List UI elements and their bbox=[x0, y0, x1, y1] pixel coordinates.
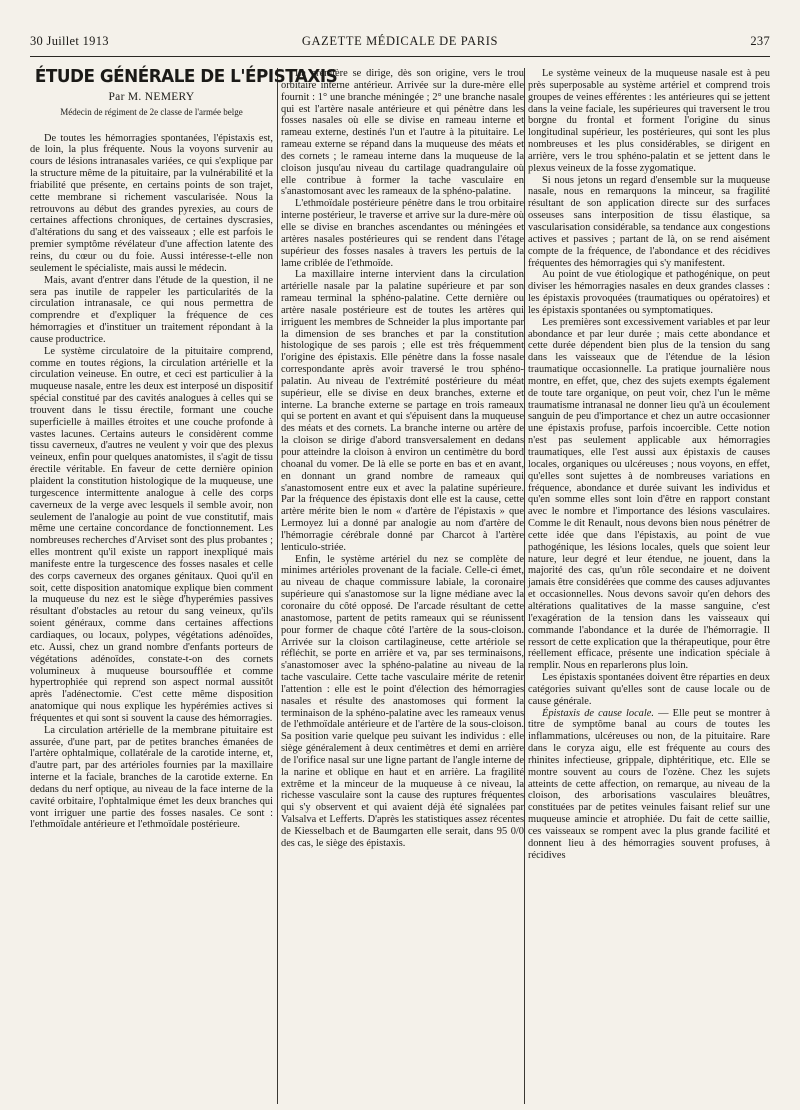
paragraph: Enfin, le système artériel du nez se complète de minimes artérioles provenant de la faciale. Celle-ci émet, au niveau de chaque commissure labiale, la coronaire supérieure qui s'anastomose sur la ligne médiane avec la coronaire du côté opposé. De l'arcade résultant de cette anastomose, partent de petits rameaux qui se réunissent pour former de chaque côté l'artère de la sous-cloison. Arrivée sur la cloison cartilagineuse, cette artériole se réfléchit, se porte en arrière et va, par ses terminaisons, s'anastomoser avec la sphéno-palatine au niveau de la tache vasculaire. Cette tache vasculaire mérite de retenir l'attention : elle est le point d'élection des hémorragies nasales et résulte des anastomoses qui forment la terminaison de la sphéno-palatine avec les rameaux venus de l'ethmoïdale antérieure et de l'artère de la sous-cloison. Sa position varie quelque peu suivant les individus : elle siège généralement à deux centimètres et demi en arrière de l'orifice nasal sur une ligne partant de l'angle interne de la narine et oblique en haut et en arrière. La fragilité extrême et la minceur de la muqueuse à ce niveau, la richesse vasculaire sont la cause des ruptures fréquentes qui s'y observent et qui avaient déjà été signalées par Valsalva et Lefferts. D'après les statistiques assez récentes de Kiesselbach et de Baumgarten elle serait, dans 95 0/0 des cas, le siège des épistaxis. bbox=[281, 553, 524, 849]
running-header bbox=[30, 34, 770, 54]
column-2 bbox=[281, 68, 524, 1104]
paragraph: Le système veineux de la muqueuse nasale est à peu près superposable au système artériel et comprend trois groupes de veines efférentes : les antérieures qui se jettent dans la veine faciale, les supérieures qui traversent le trou borgne du frontal et forment l'origine du sinus longitudinal supérieur, les postérieures, qui sont les plus nombreuses et les plus considérables, se dirigent en arrière, vers le trou sphéno-palatin et se jettent dans le plexus veineux de la fosse zygomatique. bbox=[528, 68, 770, 174]
paragraph: Si nous jetons un regard d'ensemble sur la muqueuse nasale, nous en remarquons la minceur, sa fragilité résultant de son application directe sur des surfaces osseuses sans interposition de tissu élastique, sa vascularisation considérable, sa tendance aux congestions actives et passives ; partant de là, on se rend aisément compte de la fréquence, de l'abondance et des récidives fréquentes des hémorragies qui s'y manifestent. bbox=[528, 174, 770, 269]
column-divider-2 bbox=[524, 68, 525, 1104]
column-divider-1 bbox=[277, 68, 278, 1104]
paragraph: Le système circulatoire de la pituitaire comprend, comme en toutes régions, la circulation artérielle et la circulation veineuse. En outre, et ceci est particulier à la muqueuse nasale, entre les deux est interposé un dispositif spécial constitué par des cavités analogues à celles qui se trouvent dans le tissu érectile, formant une couche superficielle à mailles étroites et une couche profonde à vastes lacunes. Certains auteurs le considèrent comme tissu caverneux, d'autres ne veulent y voir que des plexus veineux, enfin pour quelques anatomistes, il s'agit de tissu érectile véritable. En faveur de cette dernière opinion plaident la constitution histologique de la muqueuse, une turgescence intermittente analogue à celle des corps caverneux de la verge avec lesquels il semble avoir, non seulement de l'analogie au point de vue constitutif, mais même une certaine concordance de fonctionnement. Les nombreuses recherches d'Arviset sont des plus probantes ; elles montrent qu'il existe un rapport inexpliqué mais manifeste entre la turgescence des fosses nasales et celle des corps caverneux des organes génitaux. Quoi qu'il en soit, cette disposition anatomique explique bien comment la muqueuse du nez est le siège d'hyperémies passives résultant d'obstacles au retour du sang veineux, qu'ils soient généraux, comme dans certaines affections cardiaques, ou locaux, polypes, végétations adénoïdes, etc. Aussi, chez un grand nombre d'enfants porteurs de végétations adénoïdes, constate-t-on des cornets volumineux à muqueuse boursoufflée et comme hypertrophiée qui reprend son aspect normal aussitôt après l'adénectomie. C'est cette même disposition anatomique qui nous explique les hypérémies actives si fréquentes et qui sont si souvent la cause des hémorragies. bbox=[30, 345, 273, 724]
subsection-text: — Elle peut se montrer à titre de symptôme banal au cours de toutes les inflammations, ulcéreuses ou non, de la pituitaire. Rare dans le coryza aigu, elle est fréquente au cours des rhinites infectieuse, grippale, diphtéritique, etc. Elle se montre souvent au cours de l'ozène. Chez les sujets atteints de cette affection, on remarque, au niveau de la cloison, des arborisations vasculaires bleuâtres, constituées par de petites veinules faisant relief sur une muqueuse amincie et atrophiée. Du fait de cette saillie, ces vaisseaux se rompent avec la plus grande facilité et donnent lieu à des hémorragies souvent profuses, à récidives bbox=[528, 707, 771, 861]
paragraph: Au point de vue étiologique et pathogénique, on peut diviser les hémorragies nasales en deux grandes classes : les épistaxis provoquées (traumatiques ou opératoires) et les épistaxis spontanées ou symptomatiques. bbox=[528, 269, 770, 316]
paragraph: L'ethmoïdale postérieure pénètre dans le trou orbitaire interne postérieur, le traverse et arrive sur la dure-mère où elle se divise en branches ascendantes ou méningées et artères nasales postérieures qui se rendent dans l'étage supérieur des fosses nasales à travers les pertuis de la lame criblée de l'ethmoïde. bbox=[281, 198, 524, 269]
author-affiliation: Médecin de régiment de 2e classe de l'armée belge bbox=[60, 106, 243, 117]
paragraph: Mais, avant d'entrer dans l'étude de la question, il ne sera pas inutile de rappeler les particularités de la circulation intranasale, ce qui nous permettra de comprendre et d'expliquer la fréquence de ces hémorragies et d'instituer un traitement répondant à la cause productrice. bbox=[30, 274, 273, 345]
subsection-paragraph bbox=[528, 708, 770, 862]
column-1 bbox=[30, 67, 338, 1104]
article-title: ÉTUDE GÉNÉRALE DE L'ÉPISTAXIS bbox=[34, 67, 338, 87]
article-author: Par M. NEMERY bbox=[108, 90, 195, 103]
page-number: 237 bbox=[750, 34, 770, 48]
issue-date: 30 Juillet 1913 bbox=[30, 34, 109, 48]
paragraph: La première se dirige, dès son origine, vers le trou orbitaire interne antérieur. Arrivée sur la dure-mère elle fournit : 1° une branche méningée ; 2° une branche nasale qui est l'artère nasale antérieure et qui pénètre dans les fosses nasales où elle se divise en rameau interne et rameau externe, destinés l'un et l'autre à la pituitaire. Le rameau externe se répand dans la muqueuse des méats et des cornets ; le rameau interne dans la muqueuse de la cloison jusqu'au niveau du cartilage quadrangulaire où elle contribue à former la tache vasculaire en s'anastomosant avec les rameaux de la sphéno-palatine. bbox=[281, 68, 524, 198]
journal-name: GAZETTE MÉDICALE DE PARIS bbox=[301, 34, 499, 48]
paragraph: La circulation artérielle de la membrane pituitaire est assurée, d'une part, par de petites branches émanées de l'artère ophtalmique, collatérale de la carotide interne, et, d'autre part, par des artérioles fournies par la maxillaire interne et la faciale, branches de la carotide externe. En dedans du nerf optique, au niveau de la face interne de la cavité orbitaire, l'ophtalmique émet les deux branches qui vont irriguer une partie des fosses nasales. Ce sont : l'ethmoïdale antérieure et l'ethmoïdale postérieure. bbox=[30, 724, 273, 831]
paragraph: Les premières sont excessivement variables et par leur abondance et par leur durée ; mais cette abondance et cette durée dépendent bien plus de la tension du sang dans les vaisseaux que de l'étendue de la lésion traumatique occasionnelle. La pratique journalière nous montre, en effet, que, chez des sujets exempts également de toute tare organique, on peut voir, chez l'un le même traumatisme intranasal ne donner lieu qu'à un écoulement sanguin de peu d'importance et chez un autre occasionner une épistaxis profuse, parfois incoercible. Cette notion n'est pas seulement applicable aux hémorragies traumatiques, elle l'est aussi aux épistaxis de causes locales, organiques ou ulcéreuses ; nous voyons, en effet, qu'elles sont sujettes à de nombreuses variations en fréquence, abondance et durée suivant les individus et qu'en somme elles sont loin d'être en rapport constant avec le nombre et l'importance des lésions vasculaires. Comme le dit Renault, nous devons bien nous pénétrer de cette idée que dans l'épistaxis, au point de vue pathogénique, les lésions locales, quels que soient leur nature, leur degré et leur étendue, ne jouent, dans la majorité des cas, qu'un rôle secondaire et ne doivent jamais être considérées que comme des causes adjuvantes et occasionnelles. Nous devons savoir qu'en dehors des altérations qualitatives de la masse sanguine, c'est l'exagération de la tension dans les vaisseaux qui commande l'abondance et la durée de l'hémorragie. Il ressort de cette explication que la thérapeutique, pour être réellement efficace, présente une indication spéciale à remplir. Nous en reparlerons plus loin. bbox=[528, 316, 770, 672]
paragraph: La maxillaire interne intervient dans la circulation artérielle nasale par la palatine supérieure et par son rameau terminal la sphéno-palatine. Cette dernière ou artère nasale postérieure est de toutes les artères qui irriguent les membres de Schneider la plus importante par la dimension de ses branches et par la constitution histologique de ses parois ; elle est très fréquemment l'origine des épistaxis. Elle pénètre dans la fosse nasale correspondante après avoir traversé le trou sphéno-palatin. Au niveau de l'extrémité postérieure du méat supérieur, elle se divise en deux branches, externe et interne. La branche externe se partage en trois rameaux qui se portent en avant et qui s'épuisent dans la muqueuse des méats et des cornets. La branche interne ou artère de la cloison se dirige d'abord transversalement en dedans pour atteindre la cloison à environ un centimètre du bord choanal du vomer. De là elle se porte en bas et en avant, en donnant un grand nombre de rameaux qui s'anastomosent entre eux et avec la palatine supérieure. Par la fréquence des épistaxis dont elle est la cause, cette artère mérite bien le nom « d'artère de l'épistaxis » que Lermoyez lui a donné par analogie au nom d'artère de l'hémorragie cérébrale donné par Charcot à l'artère lenticulo-striée. bbox=[281, 269, 524, 553]
column-3 bbox=[528, 68, 770, 1104]
paragraph: Les épistaxis spontanées doivent être réparties en deux catégories suivant qu'elles sont de cause locale ou de cause générale. bbox=[528, 672, 770, 707]
paragraph: De toutes les hémorragies spontanées, l'épistaxis est, de loin, la plus fréquente. Nous la voyons survenir au cours de lésions intranasales variées, ce qui s'explique par la structure même de la pituitaire, par la vulnérabilité et la friabilité que présente, en certains points de son trajet, cette membrane si richement vascularisée. Nous la retrouvons au début des grandes pyrexies, au cours de certaines affections chroniques, de certaines dyscrasies, d'altérations du sang et des vaisseaux ; elle est parfois le premier symptôme révélateur d'une affection latente des reins, du cœur ou du foie. Aussi intéresse-t-elle non seulement le spécialiste, mais aussi le médecin. bbox=[30, 132, 273, 274]
subsection-heading: Épistaxis de cause locale. bbox=[542, 707, 654, 719]
header-rule bbox=[30, 56, 770, 57]
